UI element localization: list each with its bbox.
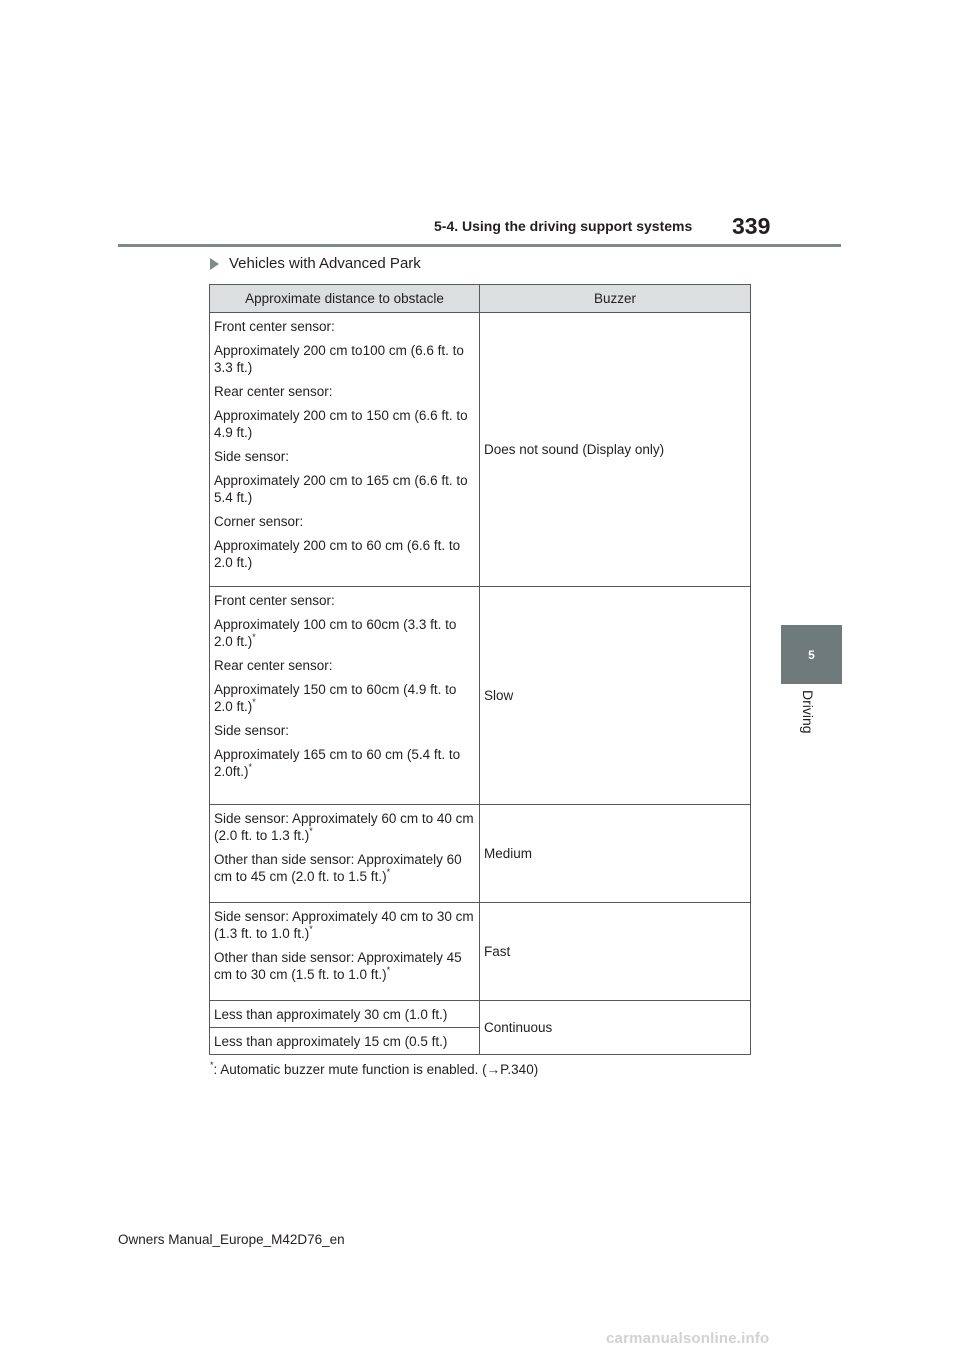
distance-line: Approximately 100 cm to 60cm (3.3 ft. to 2.0 ft.): [214, 617, 457, 649]
distance-text: [214, 592, 475, 609]
distance-text: [214, 318, 475, 335]
distance-line: Side sensor:: [214, 723, 290, 738]
distance-line: Corner sensor:: [214, 514, 304, 529]
distance-cell: [210, 1001, 480, 1028]
distance-line: Approximately 150 cm to 60cm (4.9 ft. to 2.0 ft.): [214, 682, 457, 714]
chapter-label: Driving: [800, 690, 816, 734]
table-row: [210, 587, 751, 805]
distance-cell: [210, 313, 480, 587]
distance-line: Rear center sensor:: [214, 658, 333, 673]
column-header-buzzer: Buzzer: [480, 285, 751, 313]
footnote-reference: *: [309, 826, 313, 836]
buzzer-cell: Medium: [480, 805, 751, 903]
watermark: carmanualsonline.info: [606, 1330, 770, 1347]
buzzer-cell: Does not sound (Display only): [480, 313, 751, 587]
buzzer-cell: Continuous: [480, 1001, 751, 1055]
distance-line: Approximately 200 cm to 165 cm (6.6 ft. to 5.4 ft.): [214, 473, 468, 505]
distance-cell: [210, 903, 480, 1001]
section-heading-text: Vehicles with Advanced Park: [229, 255, 421, 272]
distance-text: [214, 681, 475, 715]
buzzer-cell: Slow: [480, 587, 751, 805]
table-row: [210, 313, 751, 587]
distance-text: [214, 472, 475, 506]
buzzer-cell: Fast: [480, 903, 751, 1001]
distance-text: [214, 722, 475, 739]
buzzer-distance-table: [209, 284, 751, 1055]
distance-line: Approximately 200 cm to 150 cm (6.6 ft. to 4.9 ft.): [214, 408, 468, 440]
distance-line: Less than approximately 15 cm (0.5 ft.): [214, 1033, 448, 1049]
footnote: [210, 1062, 538, 1077]
distance-line: Side sensor:: [214, 449, 290, 464]
column-header-distance: Approximate distance to obstacle: [210, 285, 480, 313]
distance-line: Other than side sensor: Approximately 60 cm to 45 cm (2.0 ft. to 1.5 ft.): [214, 852, 462, 884]
distance-text: [214, 513, 475, 530]
section-heading: [210, 255, 421, 272]
distance-text: [214, 746, 475, 780]
distance-text: [214, 383, 475, 400]
distance-line: Rear center sensor:: [214, 384, 333, 399]
distance-line: Other than side sensor: Approximately 45 cm to 30 cm (1.5 ft. to 1.0 ft.): [214, 950, 462, 982]
footnote-reference: *: [309, 924, 313, 934]
distance-line: Front center sensor:: [214, 593, 335, 608]
distance-text: [214, 1033, 475, 1050]
table-row: [210, 1001, 751, 1028]
table-row: [210, 903, 751, 1001]
distance-text: [214, 1006, 475, 1023]
distance-line: Approximately 200 cm to 60 cm (6.6 ft. to 2.0 ft.): [214, 538, 461, 570]
footnote-reference: *: [386, 965, 391, 975]
distance-cell: [210, 1028, 480, 1055]
distance-text: [214, 810, 475, 844]
footnote-reference: *: [252, 697, 256, 707]
distance-line: Side sensor: Approximately 40 cm to 30 cm (1.3 ft. to 1.0 ft.): [214, 909, 474, 941]
distance-text: [214, 448, 475, 465]
distance-text: [214, 342, 475, 376]
footnote-reference: *: [386, 867, 391, 877]
triangle-bullet-icon: [210, 258, 219, 270]
distance-line: Side sensor: Approximately 60 cm to 40 cm (2.0 ft. to 1.3 ft.): [214, 811, 474, 843]
chapter-tab: [781, 625, 842, 684]
chapter-number: 5: [808, 647, 815, 662]
header-section-title: 5-4. Using the driving support systems: [434, 218, 693, 234]
page-number: 339: [732, 213, 771, 239]
distance-cell: [210, 587, 480, 805]
distance-line: Approximately 200 cm to100 cm (6.6 ft. to 3.3 ft.): [214, 343, 464, 375]
distance-text: [214, 616, 475, 650]
distance-line: Less than approximately 30 cm (1.0 ft.): [214, 1006, 448, 1022]
header-divider: [118, 244, 841, 247]
footnote-reference: *: [248, 762, 253, 772]
distance-line: Front center sensor:: [214, 319, 335, 334]
distance-text: [214, 908, 475, 942]
footnote-marker: *: [210, 1060, 214, 1070]
distance-text: [214, 949, 475, 983]
table-row: [210, 805, 751, 903]
distance-cell: [210, 805, 480, 903]
distance-text: [214, 851, 475, 885]
distance-text: [214, 657, 475, 674]
footnote-text: : Automatic buzzer mute function is enabled. (→P.340): [213, 1062, 539, 1077]
footer-manual-id: Owners Manual_Europe_M42D76_en: [118, 1232, 345, 1247]
distance-text: [214, 407, 475, 441]
distance-line: Approximately 165 cm to 60 cm (5.4 ft. to 2.0ft.): [214, 747, 461, 779]
table-header-row: [210, 285, 751, 313]
footnote-reference: *: [252, 632, 256, 642]
distance-text: [214, 537, 475, 571]
